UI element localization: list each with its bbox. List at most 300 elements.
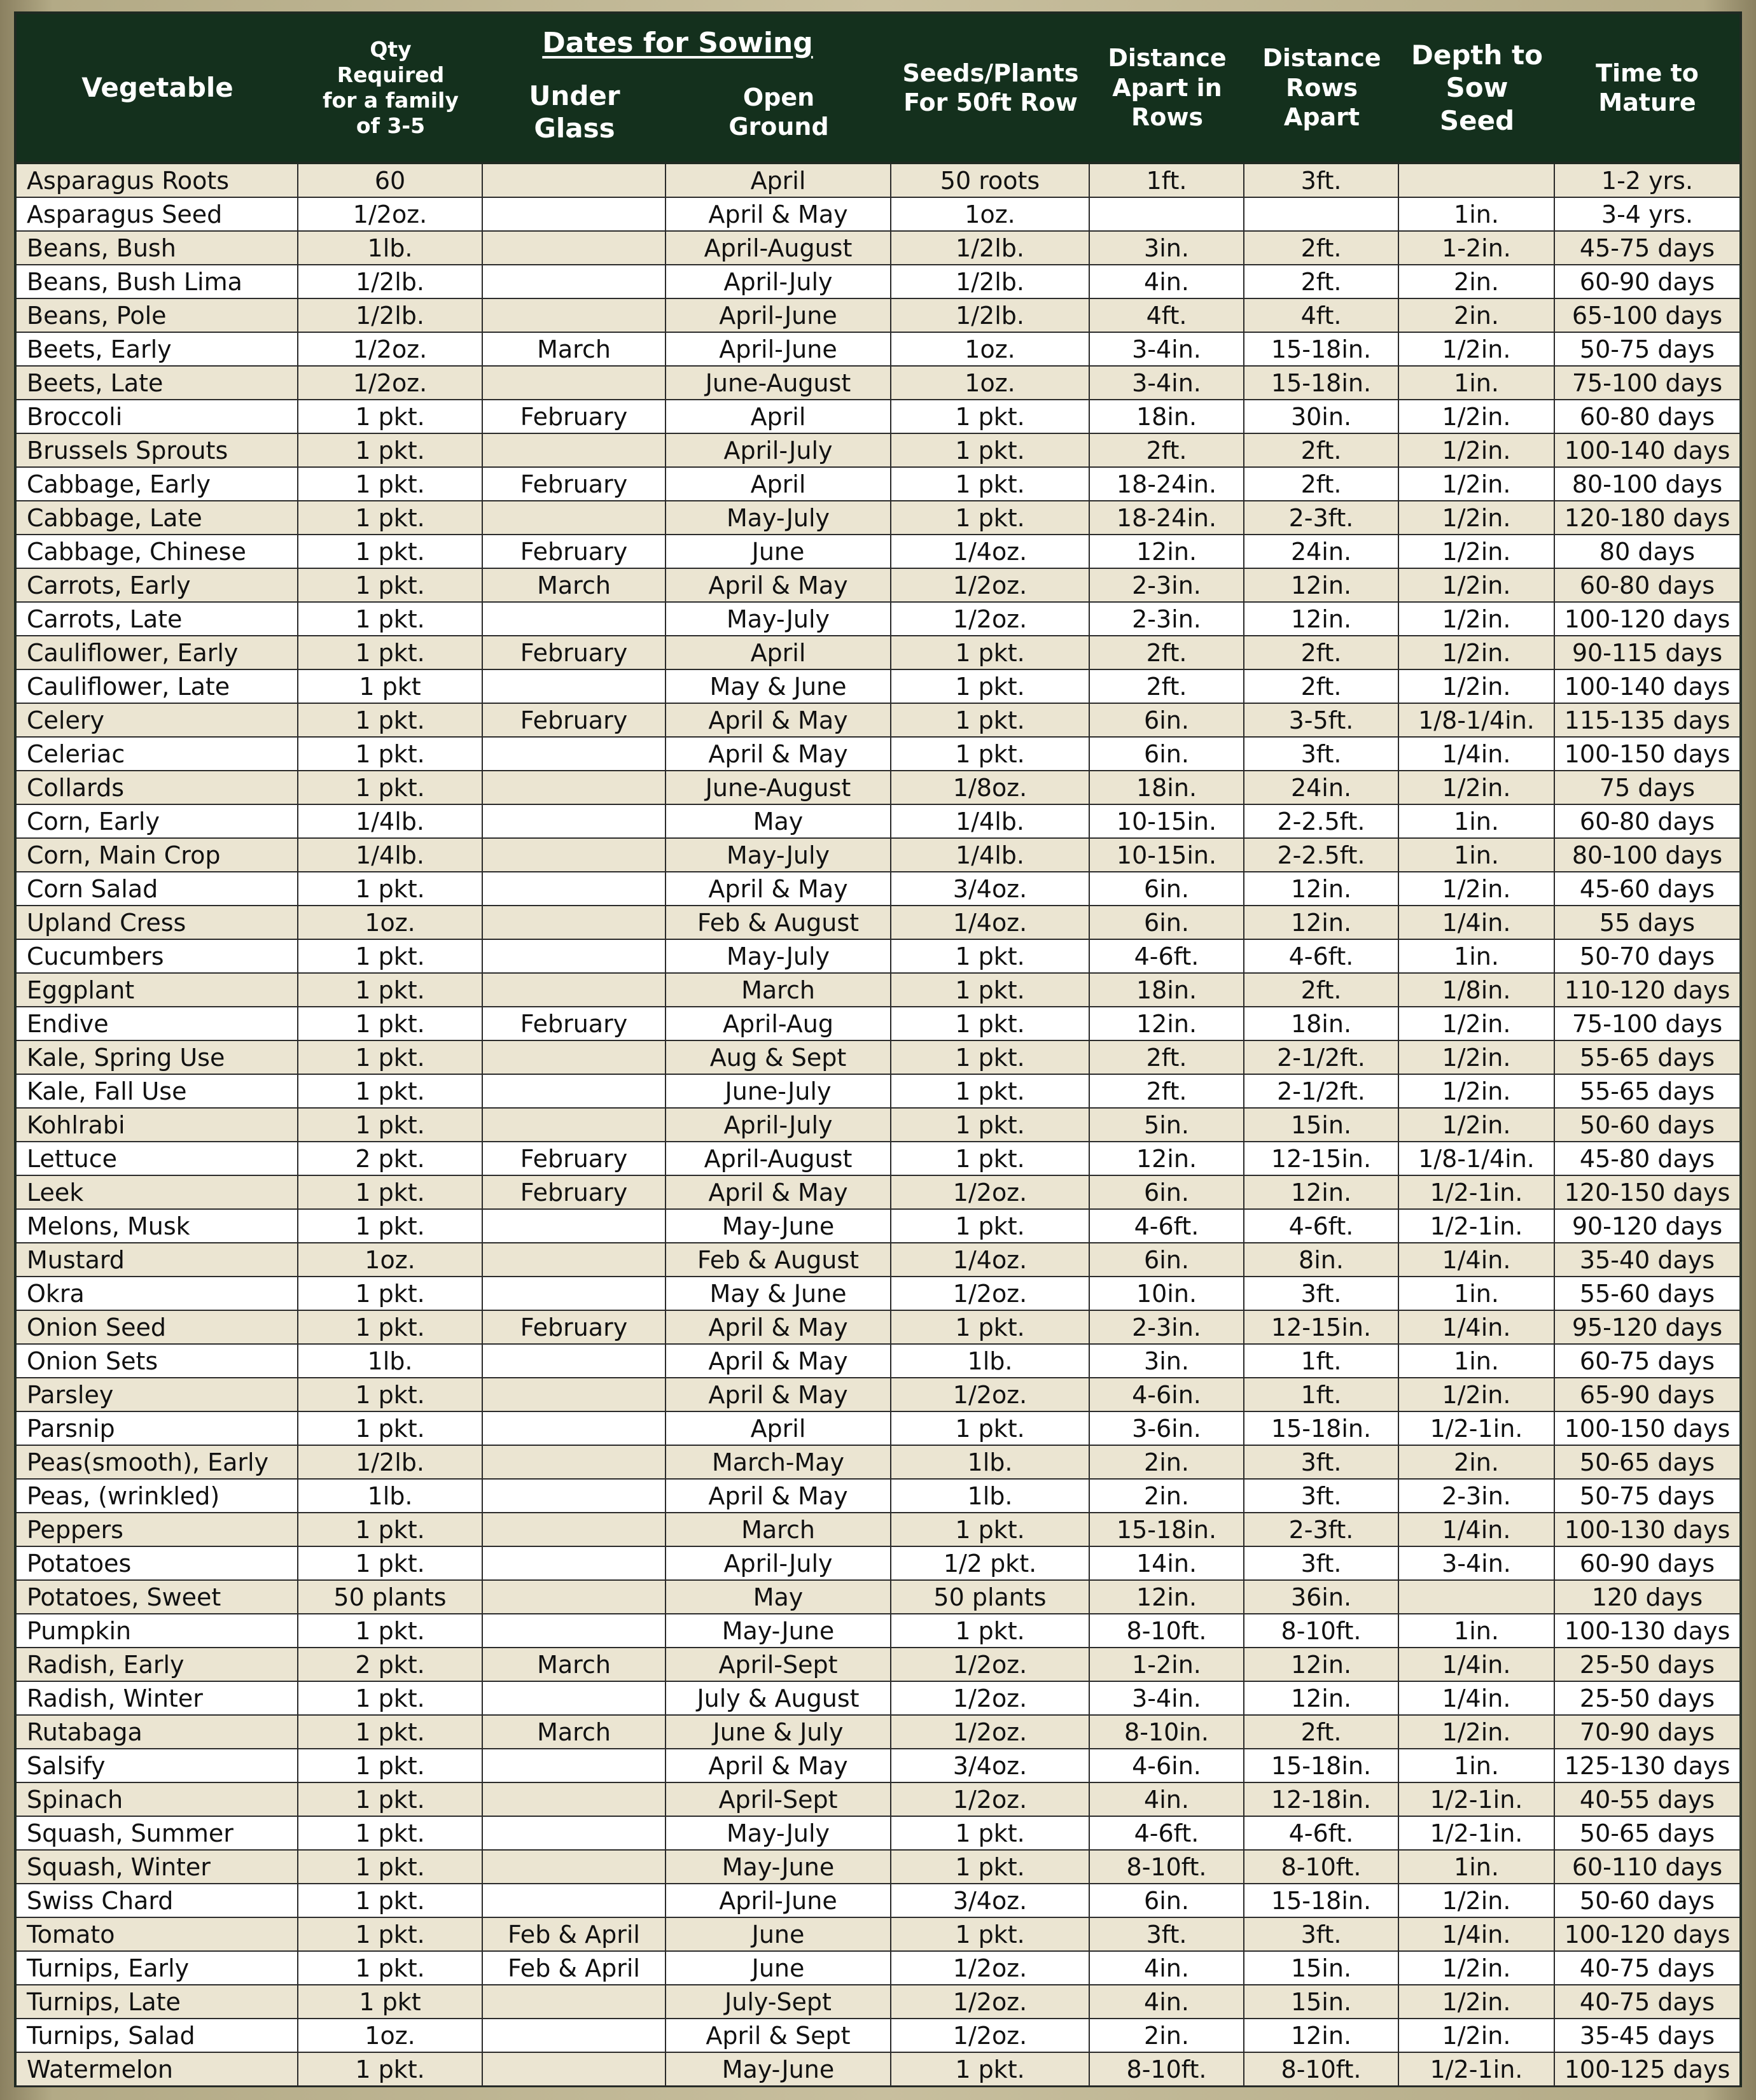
distance-rows-cell: 2-3ft. [1244, 501, 1399, 534]
depth-cell: 1/2in. [1399, 569, 1555, 601]
under-glass-cell [483, 1277, 666, 1310]
distance-apart-cell: 4-6ft. [1090, 1817, 1244, 1849]
qty-cell: 1 pkt. [298, 1109, 483, 1141]
mature-cell: 55-60 days [1579, 1279, 1715, 1308]
mature-cell: 100-140 days [1564, 436, 1731, 465]
seeds-cell: 50 plants [891, 1581, 1090, 1613]
depth-cell: 1/2in. [1399, 535, 1555, 568]
depth-cell: 1in. [1399, 940, 1555, 972]
mature-cell: 40-75 days [1579, 1954, 1715, 1982]
table-row [17, 569, 1739, 603]
table-row [17, 738, 1739, 771]
qty-cell: 1 pkt. [298, 1041, 483, 1074]
depth-cell: 1/2in. [1399, 636, 1555, 669]
table-row [17, 1243, 1739, 1277]
depth-cell: 1/2-1in. [1399, 1176, 1555, 1208]
under-glass-cell [483, 1041, 666, 1074]
mature-cell: 65-90 days [1579, 1380, 1715, 1409]
under-glass-cell: Feb & April [483, 1952, 666, 1984]
distance-apart-cell: 4-6in. [1090, 1749, 1244, 1782]
open-ground-cell: July-Sept [666, 1985, 891, 2018]
distance-apart-cell: 4ft. [1090, 299, 1244, 332]
distance-rows-cell: 12in. [1244, 569, 1399, 601]
table-row [17, 1952, 1739, 1985]
open-ground-cell: May-June [666, 1851, 891, 1883]
distance-apart-cell: 6in. [1090, 738, 1244, 770]
distance-apart-cell: 5in. [1090, 1109, 1244, 1141]
seeds-cell: 1 pkt. [891, 1851, 1090, 1883]
qty-cell: 1 pkt. [298, 771, 483, 804]
mature-cell: 100-125 days [1564, 2055, 1731, 2083]
open-ground-cell: Feb & August [666, 1243, 891, 1276]
qty-cell: 1 pkt. [298, 704, 483, 736]
depth-cell [1399, 1581, 1555, 1613]
table-row [17, 265, 1739, 299]
vegetable-cell: Lettuce [17, 1142, 298, 1175]
vegetable-cell: Kale, Spring Use [17, 1041, 298, 1074]
under-glass-cell: March [483, 1716, 666, 1748]
distance-rows-cell: 3ft. [1244, 1918, 1399, 1950]
seeds-cell: 1/2oz. [891, 1783, 1090, 1816]
seeds-cell: 3/4oz. [891, 1884, 1090, 1917]
distance-apart-cell: 2-3in. [1090, 603, 1244, 635]
open-ground-cell: April & May [666, 569, 891, 601]
vegetable-cell: Peas, (wrinkled) [17, 1480, 298, 1512]
qty-cell: 1 pkt. [298, 1682, 483, 1714]
under-glass-cell [483, 1783, 666, 1816]
depth-cell: 1/2in. [1399, 400, 1555, 433]
seeds-cell: 1 pkt. [891, 670, 1090, 703]
vegetable-cell: Asparagus Roots [17, 164, 298, 197]
distance-apart-cell: 2in. [1090, 1446, 1244, 1478]
vegetable-cell: Peppers [17, 1513, 298, 1546]
vegetable-cell: Cabbage, Early [17, 468, 298, 500]
under-glass-cell [483, 839, 666, 871]
distance-rows-cell: 8-10ft. [1244, 1851, 1399, 1883]
vegetable-cell: Corn, Main Crop [17, 839, 298, 871]
seeds-cell: 1/2oz. [891, 1648, 1090, 1681]
mature-cell: 80 days [1599, 537, 1696, 566]
under-glass-cell [483, 299, 666, 332]
under-glass-cell [483, 1109, 666, 1141]
under-glass-cell: February [483, 1311, 666, 1343]
under-glass-cell: February [483, 1176, 666, 1208]
qty-cell: 50 plants [298, 1581, 483, 1613]
mature-cell: 100-150 days [1564, 739, 1731, 768]
seeds-cell: 1oz. [891, 367, 1090, 399]
mature-cell: 50-75 days [1579, 335, 1715, 363]
qty-cell: 1 pkt. [298, 569, 483, 601]
qty-cell: 1 pkt [298, 1985, 483, 2018]
seeds-cell: 1/2oz. [891, 569, 1090, 601]
seeds-cell: 1lb. [891, 1480, 1090, 1512]
distance-rows-cell: 2-2.5ft. [1244, 839, 1399, 871]
distance-rows-cell: 12-15in. [1244, 1311, 1399, 1343]
distance-rows-cell: 2-2.5ft. [1244, 805, 1399, 837]
header-dates-for-sowing: Dates for Sowing [542, 26, 813, 59]
vegetable-cell: Potatoes [17, 1547, 298, 1579]
under-glass-cell [483, 1884, 666, 1917]
seeds-cell: 1/2oz. [891, 1682, 1090, 1714]
seeds-cell: 1/2oz. [891, 603, 1090, 635]
open-ground-cell: April & May [666, 198, 891, 230]
vegetable-cell: Beans, Pole [17, 299, 298, 332]
table-row [17, 198, 1739, 232]
open-ground-cell: June-August [666, 771, 891, 804]
distance-rows-cell: 12-18in. [1244, 1783, 1399, 1816]
qty-cell: 1 pkt. [298, 1884, 483, 1917]
under-glass-cell: March [483, 1648, 666, 1681]
mature-cell: 120 days [1591, 1583, 1703, 1611]
distance-apart-cell: 3-4in. [1090, 367, 1244, 399]
seeds-cell: 1 pkt. [891, 1041, 1090, 1074]
seeds-cell: 1 pkt. [891, 940, 1090, 972]
qty-cell: 1 pkt. [298, 940, 483, 972]
mature-cell: 60-75 days [1579, 1347, 1715, 1375]
depth-cell: 1/2-1in. [1399, 1412, 1555, 1445]
qty-cell: 1 pkt [298, 670, 483, 703]
depth-cell: 1/8in. [1399, 974, 1555, 1006]
seeds-cell: 1 pkt. [891, 704, 1090, 736]
under-glass-cell: February [483, 704, 666, 736]
qty-cell: 1/4lb. [298, 805, 483, 837]
vegetable-cell: Rutabaga [17, 1716, 298, 1748]
under-glass-cell: Feb & April [483, 1918, 666, 1950]
depth-cell: 1/2in. [1399, 1007, 1555, 1040]
qty-cell: 60 [298, 164, 483, 197]
table-row [17, 1142, 1739, 1176]
vegetable-cell: Mustard [17, 1243, 298, 1276]
seeds-cell: 1/2oz. [891, 1378, 1090, 1411]
vegetable-cell: Onion Seed [17, 1311, 298, 1343]
vegetable-cell: Radish, Winter [17, 1682, 298, 1714]
distance-apart-cell: 2ft. [1090, 434, 1244, 466]
distance-rows-cell: 2ft. [1244, 232, 1399, 264]
open-ground-cell: April-Sept [666, 1648, 891, 1681]
table-row [17, 1682, 1739, 1716]
table-row [17, 164, 1739, 198]
depth-cell: 1/2in. [1399, 1378, 1555, 1411]
qty-cell: 1 pkt. [298, 1075, 483, 1107]
seeds-cell: 1 pkt. [891, 1075, 1090, 1107]
table-row [17, 1176, 1739, 1210]
table-row [17, 367, 1739, 400]
table-row [17, 1041, 1739, 1075]
table-row [17, 1884, 1739, 1918]
vegetable-cell: Tomato [17, 1918, 298, 1950]
mature-cell: 50-75 days [1579, 1481, 1715, 1510]
distance-rows-cell: 36in. [1244, 1581, 1399, 1613]
qty-cell: 1 pkt. [298, 603, 483, 635]
open-ground-cell: May-July [666, 501, 891, 534]
qty-cell: 1 pkt. [298, 1176, 483, 1208]
mature-cell: 50-65 days [1579, 1819, 1715, 1847]
mature-cell: 70-90 days [1579, 1718, 1715, 1746]
distance-rows-cell: 4-6ft. [1244, 1817, 1399, 1849]
distance-rows-cell: 12in. [1244, 1648, 1399, 1681]
mature-cell: 100-130 days [1564, 1515, 1731, 1544]
vegetable-cell: Beans, Bush Lima [17, 265, 298, 298]
vegetable-cell: Spinach [17, 1783, 298, 1816]
mature-cell: 25-50 days [1579, 1684, 1715, 1712]
open-ground-cell: May-June [666, 1210, 891, 1242]
mature-cell: 100-140 days [1564, 672, 1731, 701]
depth-cell [1399, 164, 1555, 197]
distance-apart-cell: 3ft. [1090, 1918, 1244, 1950]
qty-cell: 1 pkt. [298, 872, 483, 905]
table-row [17, 1446, 1739, 1480]
open-ground-cell: April & May [666, 1378, 891, 1411]
open-ground-cell: May [666, 1581, 891, 1613]
table-row [17, 1985, 1739, 2019]
vegetable-cell: Celery [17, 704, 298, 736]
table-row [17, 501, 1739, 535]
qty-cell: 1 pkt. [298, 501, 483, 534]
header-distance-rows: Distance Rows Apart [1262, 44, 1381, 132]
distance-rows-cell: 15-18in. [1244, 333, 1399, 365]
open-ground-cell: May-July [666, 839, 891, 871]
vegetable-cell: Parsnip [17, 1412, 298, 1445]
qty-cell: 1 pkt. [298, 468, 483, 500]
mature-cell: 95-120 days [1571, 1313, 1723, 1341]
qty-cell: 1 pkt. [298, 1513, 483, 1546]
table-row [17, 1547, 1739, 1581]
distance-rows-cell: 3ft. [1244, 1277, 1399, 1310]
distance-rows-cell: 12in. [1244, 872, 1399, 905]
table-row [17, 603, 1739, 636]
distance-apart-cell: 1-2in. [1090, 1648, 1244, 1681]
table-row [17, 1513, 1739, 1547]
seeds-cell: 1 pkt. [891, 1817, 1090, 1849]
vegetable-cell: Brussels Sprouts [17, 434, 298, 466]
distance-apart-cell: 6in. [1090, 704, 1244, 736]
vegetable-cell: Collards [17, 771, 298, 804]
under-glass-cell [483, 1851, 666, 1883]
table-row [17, 1277, 1739, 1311]
open-ground-cell: May-June [666, 2053, 891, 2085]
under-glass-cell [483, 434, 666, 466]
distance-apart-cell: 3-4in. [1090, 1682, 1244, 1714]
seeds-cell: 1 pkt. [891, 636, 1090, 669]
open-ground-cell: April & May [666, 1749, 891, 1782]
seeds-cell: 1/2oz. [891, 1985, 1090, 2018]
table-row [17, 1716, 1739, 1749]
mature-cell: 110-120 days [1564, 976, 1731, 1004]
distance-rows-cell: 18in. [1244, 1007, 1399, 1040]
distance-apart-cell: 18-24in. [1090, 468, 1244, 500]
vegetable-cell: Pumpkin [17, 1614, 298, 1647]
depth-cell: 1/2in. [1399, 501, 1555, 534]
depth-cell: 2-3in. [1399, 1480, 1555, 1512]
mature-cell: 75-100 days [1571, 1009, 1723, 1038]
mature-cell: 55-65 days [1579, 1043, 1715, 1072]
mature-cell: 60-110 days [1571, 1852, 1723, 1881]
seeds-cell: 1oz. [891, 198, 1090, 230]
open-ground-cell: March-May [666, 1446, 891, 1478]
mature-cell: 35-40 days [1579, 1245, 1715, 1274]
table-row [17, 2019, 1739, 2053]
depth-cell: 1/2in. [1399, 468, 1555, 500]
table-row [17, 232, 1739, 265]
vegetable-cell: Corn Salad [17, 872, 298, 905]
depth-cell: 1/4in. [1399, 1243, 1555, 1276]
vegetable-cell: Potatoes, Sweet [17, 1581, 298, 1613]
mature-cell: 50-60 days [1579, 1110, 1715, 1139]
vegetable-cell: Beans, Bush [17, 232, 298, 264]
vegetable-cell: Beets, Late [17, 367, 298, 399]
open-ground-cell: June [666, 1918, 891, 1950]
mature-cell: 100-120 days [1564, 605, 1731, 633]
depth-cell: 1/2in. [1399, 872, 1555, 905]
qty-cell: 1 pkt. [298, 1614, 483, 1647]
distance-apart-cell: 4in. [1090, 1985, 1244, 2018]
open-ground-cell: Aug & Sept [666, 1041, 891, 1074]
vegetable-cell: Asparagus Seed [17, 198, 298, 230]
under-glass-cell [483, 2019, 666, 2052]
distance-apart-cell: 2-3in. [1090, 569, 1244, 601]
under-glass-cell [483, 501, 666, 534]
seeds-cell: 1 pkt. [891, 1614, 1090, 1647]
open-ground-cell: June-August [666, 367, 891, 399]
open-ground-cell: April-August [666, 232, 891, 264]
qty-cell: 1 pkt. [298, 1547, 483, 1579]
mature-cell: 3-4 yrs. [1601, 200, 1694, 228]
distance-rows-cell: 2ft. [1244, 670, 1399, 703]
open-ground-cell: June-July [666, 1075, 891, 1107]
open-ground-cell: April [666, 164, 891, 197]
under-glass-cell [483, 1243, 666, 1276]
distance-rows-cell: 3ft. [1244, 164, 1399, 197]
under-glass-cell: February [483, 400, 666, 433]
table-row [17, 805, 1739, 839]
qty-cell: 1 pkt. [298, 974, 483, 1006]
vegetable-cell: Broccoli [17, 400, 298, 433]
under-glass-cell [483, 1210, 666, 1242]
mature-cell: 125-130 days [1564, 1751, 1731, 1780]
distance-apart-cell: 2ft. [1090, 1041, 1244, 1074]
distance-rows-cell: 2-1/2ft. [1244, 1075, 1399, 1107]
depth-cell: 1/4in. [1399, 1682, 1555, 1714]
seeds-cell: 1 pkt. [891, 1918, 1090, 1950]
table-row [17, 1210, 1739, 1243]
under-glass-cell: February [483, 535, 666, 568]
distance-rows-cell: 8-10ft. [1244, 1614, 1399, 1647]
distance-apart-cell: 2in. [1090, 1480, 1244, 1512]
vegetable-cell: Celeriac [17, 738, 298, 770]
mature-cell: 100-120 days [1564, 1920, 1731, 1949]
distance-rows-cell: 1ft. [1244, 1345, 1399, 1377]
depth-cell: 1in. [1399, 1749, 1555, 1782]
distance-rows-cell: 15in. [1244, 1109, 1399, 1141]
qty-cell: 2 pkt. [298, 1648, 483, 1681]
table-row [17, 1614, 1739, 1648]
qty-cell: 1 pkt. [298, 400, 483, 433]
qty-cell: 1oz. [298, 906, 483, 939]
depth-cell: 1/4in. [1399, 1648, 1555, 1681]
qty-cell: 1 pkt. [298, 636, 483, 669]
seeds-cell: 1/2lb. [891, 299, 1090, 332]
seeds-cell: 1/4lb. [891, 839, 1090, 871]
vegetable-cell: Eggplant [17, 974, 298, 1006]
vegetable-cell: Beets, Early [17, 333, 298, 365]
qty-cell: 1 pkt. [298, 1783, 483, 1816]
depth-cell: 3-4in. [1399, 1547, 1555, 1579]
depth-cell: 1/4in. [1399, 906, 1555, 939]
distance-rows-cell: 4ft. [1244, 299, 1399, 332]
mature-cell: 40-55 days [1579, 1785, 1715, 1814]
vegetable-cell: Peas(smooth), Early [17, 1446, 298, 1478]
table-row [17, 468, 1739, 501]
under-glass-cell: March [483, 333, 666, 365]
distance-apart-cell: 12in. [1090, 1142, 1244, 1175]
depth-cell: 1-2in. [1399, 232, 1555, 264]
depth-cell: 1/2in. [1399, 1884, 1555, 1917]
mature-cell: 60-80 days [1579, 402, 1715, 431]
vegetable-cell: Squash, Winter [17, 1851, 298, 1883]
distance-apart-cell: 2in. [1090, 2019, 1244, 2052]
under-glass-cell [483, 265, 666, 298]
seeds-cell: 1 pkt. [891, 501, 1090, 534]
open-ground-cell: April-July [666, 1109, 891, 1141]
mature-cell: 100-150 days [1564, 1414, 1731, 1443]
under-glass-cell [483, 940, 666, 972]
distance-apart-cell: 18in. [1090, 400, 1244, 433]
qty-cell: 1/4lb. [298, 839, 483, 871]
depth-cell: 1/2in. [1399, 1716, 1555, 1748]
open-ground-cell: April-June [666, 1884, 891, 1917]
seeds-cell: 1 pkt. [891, 1513, 1090, 1546]
open-ground-cell: April [666, 636, 891, 669]
depth-cell: 1/2in. [1399, 1109, 1555, 1141]
distance-apart-cell: 6in. [1090, 1243, 1244, 1276]
qty-cell: 1/2oz. [298, 367, 483, 399]
vegetable-cell: Turnips, Late [17, 1985, 298, 2018]
under-glass-cell [483, 974, 666, 1006]
table-row [17, 1480, 1739, 1513]
table-row [17, 1007, 1739, 1041]
open-ground-cell: March [666, 1513, 891, 1546]
qty-cell: 1lb. [298, 1345, 483, 1377]
distance-rows-cell: 2ft. [1244, 265, 1399, 298]
under-glass-cell [483, 771, 666, 804]
seeds-cell: 1 pkt. [891, 400, 1090, 433]
open-ground-cell: April & May [666, 1480, 891, 1512]
distance-rows-cell: 30in. [1244, 400, 1399, 433]
open-ground-cell: May-July [666, 1817, 891, 1849]
depth-cell: 2in. [1399, 265, 1555, 298]
mature-cell: 60-80 days [1579, 571, 1715, 599]
mature-cell: 90-115 days [1571, 638, 1723, 667]
open-ground-cell: July & August [666, 1682, 891, 1714]
distance-apart-cell: 12in. [1090, 1581, 1244, 1613]
under-glass-cell [483, 872, 666, 905]
distance-apart-cell: 18in. [1090, 771, 1244, 804]
table-row [17, 906, 1739, 940]
distance-rows-cell: 2-1/2ft. [1244, 1041, 1399, 1074]
depth-cell: 1in. [1399, 1851, 1555, 1883]
qty-cell: 2 pkt. [298, 1142, 483, 1175]
seeds-cell: 1 pkt. [891, 1007, 1090, 1040]
qty-cell: 1 pkt. [298, 2053, 483, 2085]
table-row [17, 1075, 1739, 1109]
open-ground-cell: March [666, 974, 891, 1006]
distance-rows-cell: 15-18in. [1244, 1884, 1399, 1917]
mature-cell: 50-60 days [1579, 1886, 1715, 1915]
table-row [17, 670, 1739, 704]
table-row [17, 1378, 1739, 1412]
distance-rows-cell: 12in. [1244, 1682, 1399, 1714]
under-glass-cell [483, 1547, 666, 1579]
